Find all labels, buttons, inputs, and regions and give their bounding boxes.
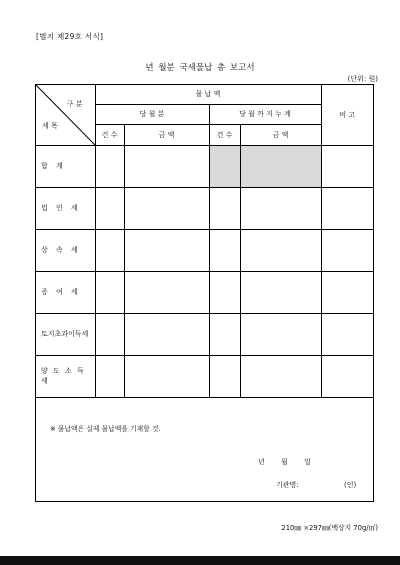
table-row [36, 187, 373, 229]
cell-count [209, 313, 240, 355]
cell-count [95, 187, 124, 229]
row-label-capital-gains-tax: 양 도 소 득 세 [36, 355, 95, 397]
page-title: 년 월분 국세물납 총 보고서 [145, 63, 255, 73]
col-amount-cumulative: 금 액 [240, 124, 321, 145]
row-label-total: 합 계 [36, 145, 95, 187]
cell-count [209, 187, 240, 229]
table-row [36, 271, 373, 313]
paper-spec: 210㎜ ×297㎜(백상지 70g/㎡) [281, 524, 378, 532]
unit-label: (단위: 원) [347, 75, 378, 83]
cell-remarks [321, 229, 373, 271]
remarks-header: 비 고 [321, 85, 373, 145]
cell-count [95, 313, 124, 355]
col-count-cumulative: 건 수 [209, 124, 240, 145]
cell-amount [240, 313, 321, 355]
row-label-excess-land-gain-tax: 토지초과이득세 [36, 313, 95, 355]
table-row [36, 229, 373, 271]
corner-label-top: 구 분 [66, 100, 83, 108]
cell-shaded [240, 145, 321, 187]
report-table [36, 85, 373, 398]
cell-count [95, 145, 124, 187]
cell-amount [124, 187, 209, 229]
cell-count [209, 271, 240, 313]
row-label-inheritance-tax: 상 속 세 [36, 229, 95, 271]
diagonal-line [36, 85, 95, 145]
cell-amount [124, 271, 209, 313]
cell-amount [240, 355, 321, 397]
header-corner-cell [36, 85, 95, 145]
cell-shaded [209, 145, 240, 187]
cell-count [95, 271, 124, 313]
date-line: 년 월 일 [258, 458, 311, 466]
row-label-corporate-tax: 법 인 세 [36, 187, 95, 229]
row-label-gift-tax: 증 여 세 [36, 271, 95, 313]
cell-amount [240, 229, 321, 271]
table-row [36, 313, 373, 355]
cell-amount [240, 271, 321, 313]
cell-amount [124, 313, 209, 355]
report-form [35, 84, 374, 502]
cell-remarks [321, 145, 373, 187]
cell-remarks [321, 187, 373, 229]
sub-header-cumulative: 당 월 까 지 누 계 [209, 104, 321, 124]
sub-header-current-month: 당 월 분 [95, 104, 209, 124]
seal-label: (인) [344, 481, 357, 489]
cell-count [95, 229, 124, 271]
group-header: 물 납 액 [95, 85, 321, 104]
footnote: ※ 물납액은 실제 물납액을 기재할 것. [50, 425, 161, 433]
cell-amount [124, 229, 209, 271]
cell-remarks [321, 271, 373, 313]
col-amount-current: 금 액 [124, 124, 209, 145]
cell-amount [124, 355, 209, 397]
corner-label-bottom: 세 목 [42, 121, 58, 130]
cell-count [209, 229, 240, 271]
table-row [36, 355, 373, 397]
agency-label: 기관명: [276, 481, 299, 489]
cell-count [209, 355, 240, 397]
cell-amount [124, 145, 209, 187]
cell-amount [240, 187, 321, 229]
col-count-current: 건 수 [95, 124, 124, 145]
table-row [36, 145, 373, 187]
cell-remarks [321, 355, 373, 397]
cell-remarks [321, 313, 373, 355]
cell-count [95, 355, 124, 397]
form-number: [별지 제29호 서식] [36, 32, 104, 41]
bottom-bar [0, 556, 400, 565]
